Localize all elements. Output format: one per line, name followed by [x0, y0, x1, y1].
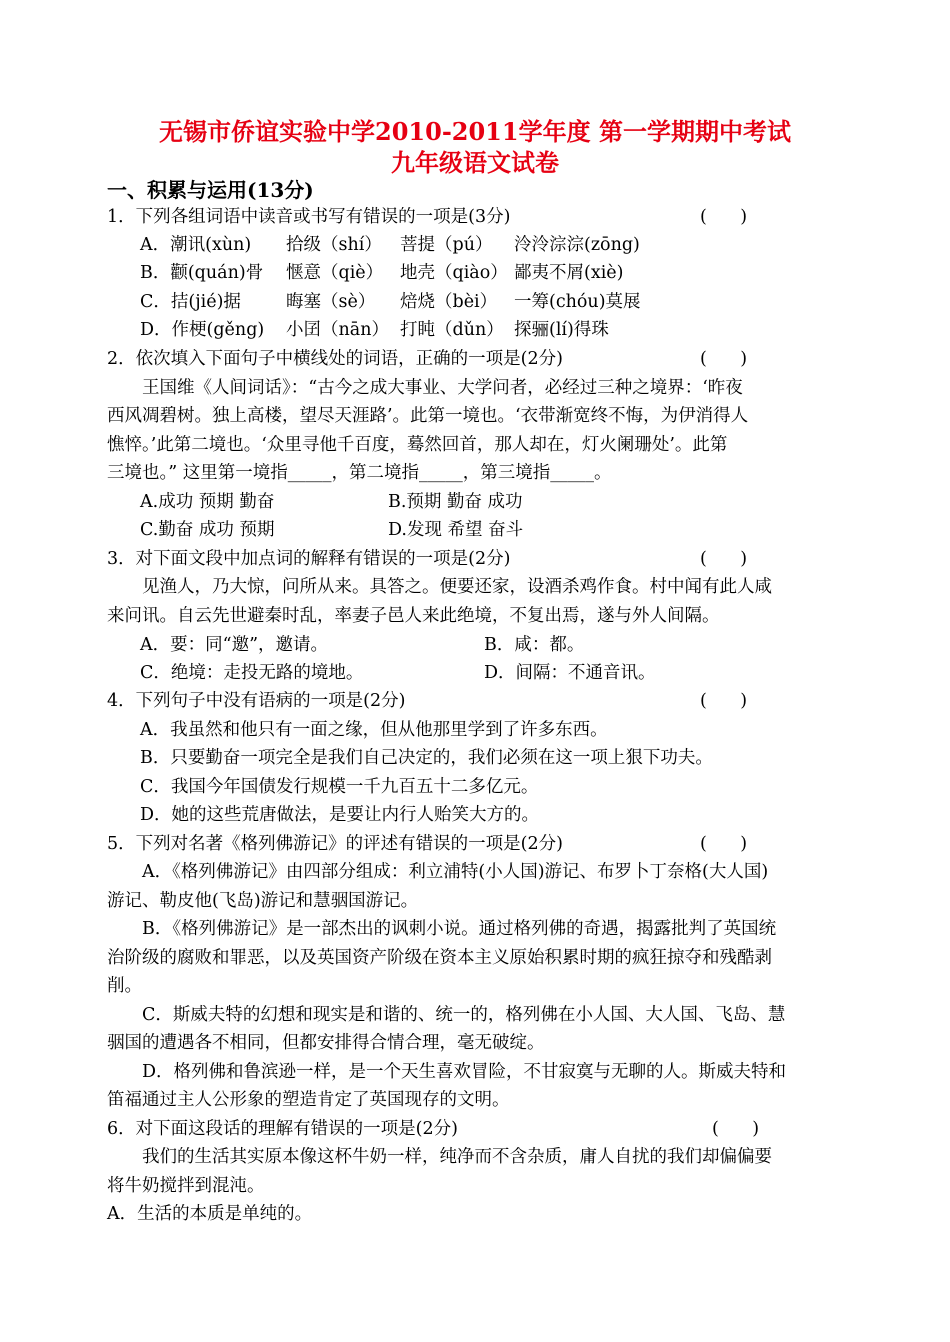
q1-option-c-1: C．拮(jié)据 [140, 292, 241, 312]
q5-option-a-line: 游记、勒皮他(飞岛)游记和慧骃国游记。 [107, 891, 419, 911]
q1-option-d-1: D．作梗(gěng) [140, 320, 265, 340]
q1-option-a-1: A．潮讯(xùn) [140, 235, 252, 255]
q1-option-a-4: 泠泠淙淙(zōng) [514, 235, 640, 255]
q1-option-d-3: 打盹（dǔn） [400, 320, 504, 340]
q1-option-c-3: 焙烧（bèi） [400, 292, 498, 312]
exam-title: 无锡市侨谊实验中学2010-2011学年度 第一学期期中考试 [159, 117, 791, 146]
q3-stem: 3．对下面文段中加点词的解释有错误的一项是(2分) [107, 549, 511, 569]
q3-passage-line: 见渔人，乃大惊，问所从来。具答之。便要还家，设酒杀鸡作食。村中闻有此人咸 [142, 577, 772, 597]
q3-passage-line: 来问讯。自云先世避秦时乱，率妻子邑人来此绝境，不复出焉，遂与外人间隔。 [107, 606, 720, 626]
q5-option-b-line: 削。 [107, 976, 142, 996]
q2-passage-line: 憔悴。’此第二境也。‘众里寻他千百度，蓦然回首，那人却在，灯火阑珊处’。此第 [107, 435, 728, 455]
q4-stem: 4．下列句子中没有语病的一项是(2分) [107, 691, 406, 711]
q3-answer-blank: ( ) [700, 549, 748, 569]
q2-passage-line: 王国维《人间词话》：“古今之成大事业、大学问者，必经过三种之境界：‘昨夜 [142, 378, 743, 398]
q1-stem: 1．下列各组词语中读音或书写有错误的一项是(3分) [107, 207, 511, 227]
section-heading: 一、积累与运用(13分) [107, 178, 314, 202]
q6-passage-line: 将牛奶搅拌到混沌。 [107, 1176, 265, 1196]
q2-stem: 2．依次填入下面句子中横线处的词语，正确的一项是(2分) [107, 349, 563, 369]
q2-passage-line: 西风凋碧树。独上高楼，望尽天涯路’。此第一境也。‘衣带渐宽终不悔，为伊消得人 [107, 406, 749, 426]
q2-option-c: C.勤奋 成功 预期 [140, 520, 275, 540]
q1-option-c-4: 一筹(chóu)莫展 [514, 292, 641, 312]
q1-option-c-2: 晦塞（sè） [286, 292, 376, 312]
q4-option-c: C．我国今年国债发行规模一千九百五十二多亿元。 [140, 777, 539, 797]
q5-answer-blank: ( ) [700, 834, 748, 854]
q1-option-b-1: B．颧(quán)骨 [140, 263, 264, 283]
q1-option-b-2: 惬意（qiè） [286, 263, 384, 283]
q1-option-d-4: 探骊(lí)得珠 [514, 320, 609, 340]
q6-answer-blank: ( ) [712, 1119, 760, 1139]
q5-option-c-line: C．斯威夫特的幻想和现实是和谐的、统一的，格列佛在小人国、大人国、飞岛、慧 [142, 1005, 786, 1025]
q2-option-d: D.发现 希望 奋斗 [388, 520, 524, 540]
q4-option-b: B．只要勤奋一项完全是我们自己决定的，我们必须在这一项上狠下功夫。 [140, 748, 713, 768]
q1-option-d-2: 小囝（nān） [286, 320, 389, 340]
q5-stem: 5．下列对名著《格列佛游记》的评述有错误的一项是(2分) [107, 834, 563, 854]
q2-option-b: B.预期 勤奋 成功 [388, 492, 523, 512]
q2-answer-blank: ( ) [700, 349, 748, 369]
q5-option-b-line: B．《格列佛游记》是一部杰出的讽刺小说。通过格列佛的奇遇，揭露批判了英国统 [142, 919, 777, 939]
q4-answer-blank: ( ) [700, 691, 748, 711]
q4-option-a: A．我虽然和他只有一面之缘，但从他那里学到了许多东西。 [140, 720, 608, 740]
q6-passage-line: 我们的生活其实原本像这杯牛奶一样，纯净而不含杂质，庸人自扰的我们却偏偏要 [142, 1147, 772, 1167]
q1-option-a-2: 拾级（shí） [286, 235, 382, 255]
q1-option-b-4: 鄙夷不屑(xiè) [514, 263, 624, 283]
exam-subtitle: 九年级语文试卷 [391, 148, 559, 177]
q5-option-d-line: D．格列佛和鲁滨逊一样，是一个天生喜欢冒险，不甘寂寞与无聊的人。斯威夫特和 [142, 1062, 787, 1082]
q6-stem: 6．对下面这段话的理解有错误的一项是(2分) [107, 1119, 458, 1139]
q6-option-a: A．生活的本质是单纯的。 [107, 1204, 313, 1224]
q5-option-b-line: 治阶级的腐败和罪恶，以及英国资产阶级在资本主义原始积累时期的疯狂掠夺和残酷剥 [107, 948, 772, 968]
q4-option-d: D．她的这些荒唐做法，是要让内行人贻笑大方的。 [140, 805, 540, 825]
q3-option-d: D．间隔：不通音讯。 [484, 663, 656, 683]
q3-option-c: C．绝境：走投无路的境地。 [140, 663, 364, 683]
q3-option-b: B．咸：都。 [484, 635, 585, 655]
q1-option-a-3: 菩提（pú） [400, 235, 493, 255]
q2-passage-line: 三境也。” 这里第一境指_____，第二境指_____，第三境指_____。 [107, 463, 612, 483]
q1-answer-blank: ( ) [700, 207, 748, 227]
q3-option-a: A．要：同“邀”，邀请。 [140, 635, 329, 655]
q5-option-d-line: 笛福通过主人公形象的塑造肯定了英国现存的文明。 [107, 1090, 510, 1110]
q5-option-a-line: A．《格列佛游记》由四部分组成：利立浦特(小人国)游记、布罗卜丁奈格(大人国) [142, 862, 769, 882]
q2-option-a: A.成功 预期 勤奋 [140, 492, 275, 512]
q5-option-c-line: 骃国的遭遇各不相同，但都安排得合情合理，毫无破绽。 [107, 1033, 545, 1053]
q1-option-b-3: 地壳（qiào） [400, 263, 508, 283]
